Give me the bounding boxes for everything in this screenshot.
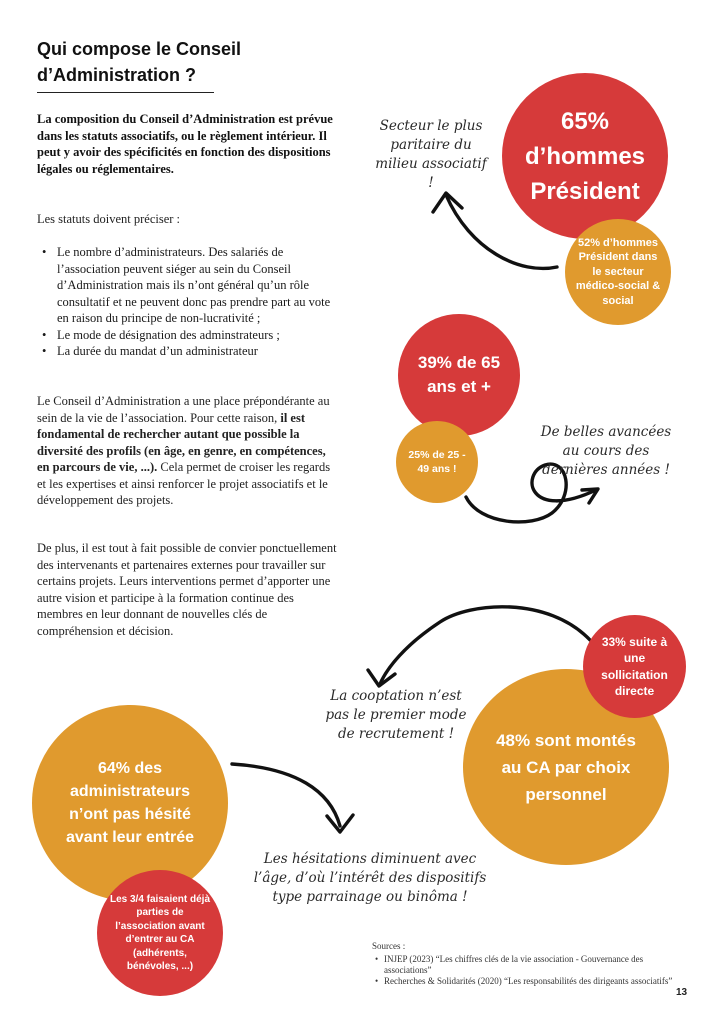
diversity-text-end: Cela permet de croiser les regards et les expertises et ainsi renforcer le projet associatifs et le développement des projets. bbox=[37, 460, 331, 507]
partners-paragraph: De plus, il est tout à fait possible de convier ponctuellement des intervenants et partenaires externes pour travailler sur certains projets. Leurs interventions permet d’apporter une autre vision et participe à la formation continue des membres en leur donnant de nouvelles clés de compréhension et décision. bbox=[37, 541, 337, 638]
note-paritaire: Secteur le plus paritaire du milieu associatif ! bbox=[375, 118, 487, 191]
source-item: • Recherches & Solidarités (2020) “Les responsabilités des dirigeants associatifs” bbox=[372, 976, 692, 987]
note-cooptation: La cooptation n’est pas le premier mode de recrutement ! bbox=[325, 688, 467, 742]
stat-age-65: 39% de 65 ans et + bbox=[398, 314, 520, 436]
intro-paragraph: La composition du Conseil d’Administration est prévue dans les statuts associatifs, ou le règlement intérieur. Il peut y avoir des spécificités en fonction des dispositions légales ou réglementaires. bbox=[37, 112, 333, 176]
sources-label: Sources : bbox=[372, 941, 406, 951]
sources bbox=[372, 941, 692, 987]
stat-pas-hesite: 64% des administrateurs n’ont pas hésité avant leur entrée bbox=[32, 705, 228, 901]
source-item: • INJEP (2023) “Les chiffres clés de la vie association - Gouvernance des associations” bbox=[372, 954, 692, 976]
diversity-text-start: Le Conseil d’Administration a une place prépondérante au sein de la vie de l’association. Pour cette raison, bbox=[37, 394, 330, 425]
stat-sollicitation: 33% suite à une sollicitation directe bbox=[583, 615, 686, 718]
note-hesitations: Les hésitations diminuent avec l’âge, d’où l’intérêt des dispositifs type parrainage ou binôma ! bbox=[253, 851, 487, 905]
note-avancees: De belles avancées au cours des dernières années ! bbox=[540, 424, 672, 478]
list-item: • Le nombre d’administrateurs. Des salariés de l’association peuvent siéger au sein du Conseil d’Administration mais ils n’ont général qu’un rôle consultatif et ne peuvent donc pas prendre part au vote en raison du principe de non-lucrativité ; bbox=[37, 244, 337, 327]
stat-hommes-president: 65% d’hommes Président bbox=[502, 73, 668, 239]
stat-medico-social: 52% d’hommes Président dans le secteur médico-social & social bbox=[565, 219, 671, 325]
sources-list bbox=[372, 954, 692, 987]
arrowhead-icon bbox=[433, 193, 462, 212]
stat-choix-personnel: 48% sont montés au CA par choix personnel bbox=[463, 669, 669, 865]
list-item: • La durée du mandat d’un administrateur bbox=[37, 343, 337, 360]
statuts-intro: Les statuts doivent préciser : bbox=[37, 212, 181, 226]
diversity-text-bold: il est fondamental de rechercher autant que possible la diversité des profils (en âge, en genre, en compétences, en parcours de vie, ...). bbox=[37, 410, 326, 474]
page-title: Qui compose le Conseil d’Administration ? bbox=[37, 39, 242, 85]
stat-age-25-49: 25% de 25 - 49 ans ! bbox=[396, 421, 478, 503]
curved-arrow-icon bbox=[232, 764, 340, 826]
page-number: 13 bbox=[676, 987, 688, 998]
list-item: • Le mode de désignation des adminstrateurs ; bbox=[37, 327, 337, 344]
stat-trois-quarts: Les 3/4 faisaient déjà parties de l’association avant d’entrer au CA (adhérents, bénévoles, ...) bbox=[97, 870, 223, 996]
